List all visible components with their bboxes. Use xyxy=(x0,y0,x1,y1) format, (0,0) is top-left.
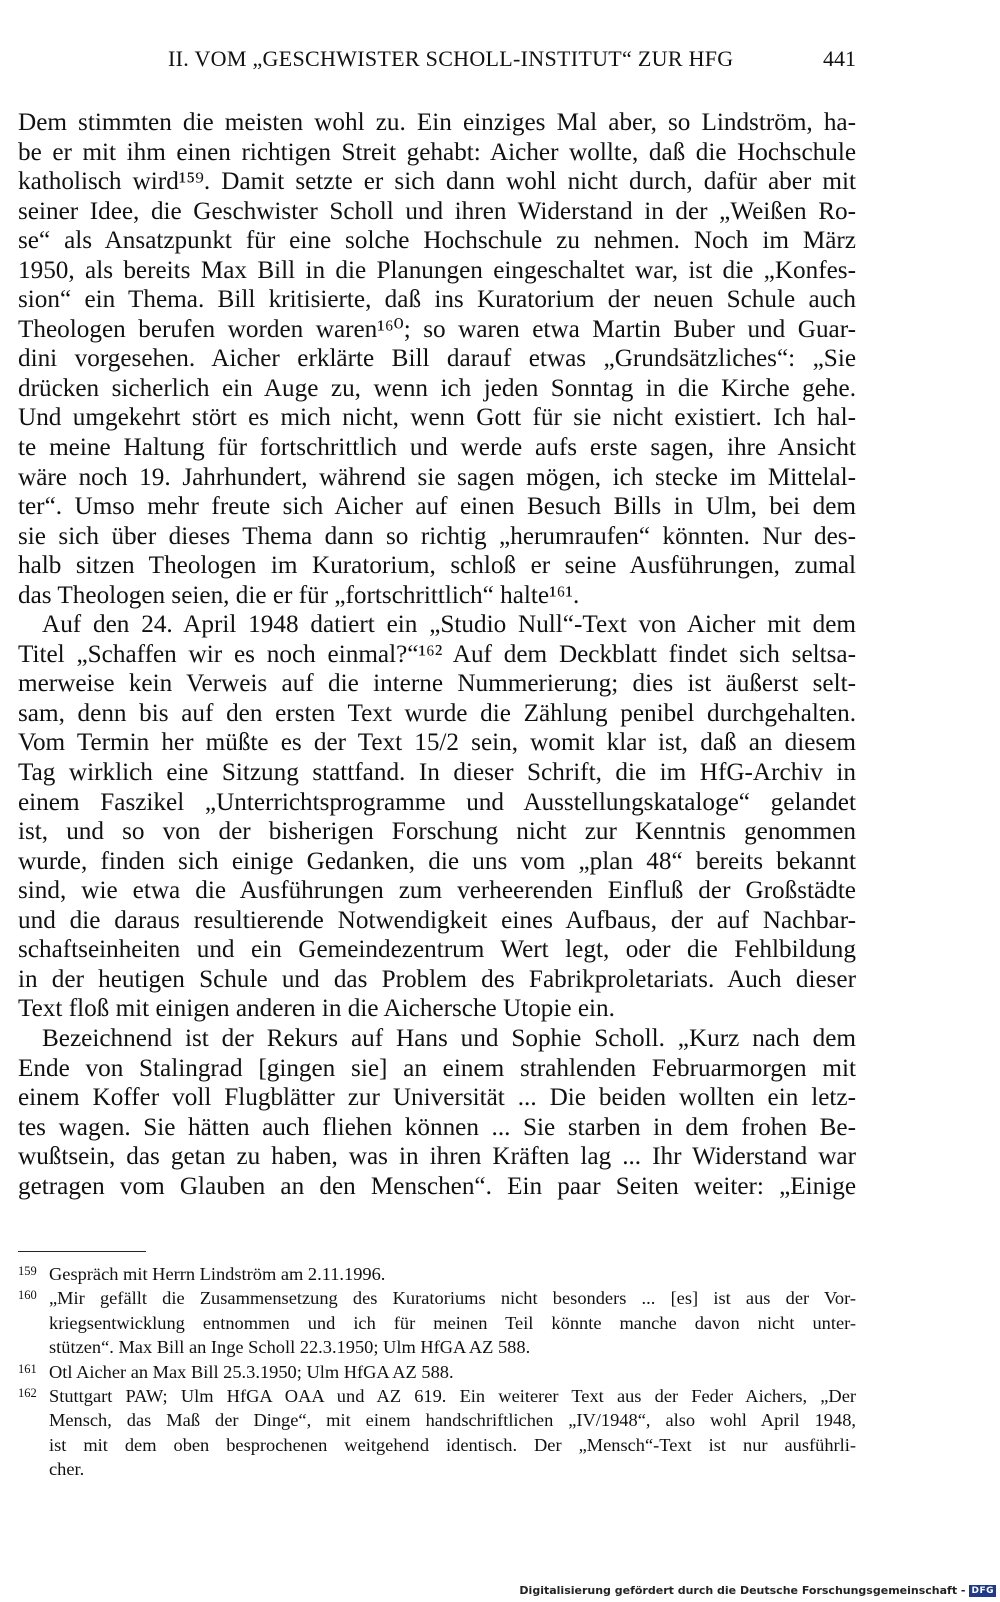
body-line: halb sitzen Theologen im Kuratorium, schloß er seine Ausführungen, zumal xyxy=(18,552,856,580)
body-line: katholisch wird¹⁵⁹. Damit setzte er sich dann wohl nicht durch, dafür aber mit xyxy=(18,168,856,196)
footnote-line: kriegsentwicklung entnommen und ich für meinen Teil könnte manche davon nicht unter- xyxy=(49,1312,856,1333)
footnote-line-wrap xyxy=(18,1311,856,1335)
body-line: 1950, als bereits Max Bill in die Planungen eingeschaltet war, ist die „Konfes- xyxy=(18,256,856,284)
footnote-line-wrap xyxy=(18,1457,856,1481)
footnote-number: 162 xyxy=(18,1385,37,1400)
footnote-number: 161 xyxy=(18,1361,37,1376)
footnote-line: Gespräch mit Herrn Lindström am 2.11.1996. xyxy=(49,1264,386,1284)
body-line: tes wagen. Sie hätten auch fliehen können ... Sie starben in dem frohen Be- xyxy=(18,1113,856,1141)
footnote-separator xyxy=(18,1251,146,1252)
footnote-line: stützen“. Max Bill an Inge Scholl 22.3.1950; Ulm HfGA AZ 588. xyxy=(49,1337,531,1358)
body-line: ter“. Umso mehr freute sich Aicher auf einen Besuch Bills in Ulm, bei dem xyxy=(18,493,856,521)
body-line: Und umgekehrt stört es mich nicht, wenn Gott für sie nicht existiert. Ich hal- xyxy=(18,404,856,432)
body-line: Vom Termin her müßte es der Text 15/2 sein, womit klar ist, daß an diesem xyxy=(18,729,856,757)
footnote-161 xyxy=(18,1360,856,1384)
body-line: Theologen berufen worden waren¹⁶⁰; so waren etwa Martin Buber und Guar- xyxy=(18,315,856,343)
credit-text: Digitalisierung gefördert durch die Deutsche Forschungsgemeinschaft - xyxy=(519,1584,966,1597)
page-number: 441 xyxy=(823,46,856,71)
body-text xyxy=(18,108,856,1201)
footnote-159 xyxy=(18,1262,856,1286)
body-line: einem Koffer voll Flugblätter zur Universität ... Die beiden wollten ein letz- xyxy=(18,1084,856,1112)
page-header xyxy=(18,46,856,78)
body-line: Bezeichnend ist der Rekurs auf Hans und Sophie Scholl. „Kurz nach dem xyxy=(42,1024,856,1052)
body-line: und die daraus resultierende Notwendigkeit eines Aufbaus, der auf Nachbar- xyxy=(18,906,856,934)
body-line: sie sich über dieses Thema dann so richtig „herumraufen“ könnten. Nur des- xyxy=(18,522,856,550)
body-line: wußtsein, das getan zu haben, was in ihren Kräften lag ... Ihr Widerstand war xyxy=(18,1143,856,1171)
body-line: Dem stimmten die meisten wohl zu. Ein einziges Mal aber, so Lindström, ha- xyxy=(18,109,856,136)
body-line: Text floß mit einigen anderen in die Aichersche Utopie ein. xyxy=(18,995,615,1023)
footnote-line-wrap xyxy=(18,1433,856,1457)
body-line: dini vorgesehen. Aicher erklärte Bill darauf etwas „Grundsätzliches“: „Sie xyxy=(18,345,856,373)
running-head: II. VOM „GESCHWISTER SCHOLL-INSTITUT“ ZUR HFG xyxy=(168,46,734,71)
body-line: sion“ ein Thema. Bill kritisierte, daß ins Kuratorium der neuen Schule auch xyxy=(18,286,856,314)
footnote-line: Stuttgart PAW; Ulm HfGA OAA und AZ 619. Ein weiterer Text aus der Feder Aichers, „Der xyxy=(49,1385,856,1406)
footnote-line: Mensch, das Maß der Dinge“, mit einem handschriftlichen „IV/1948“, also wohl April 1948, xyxy=(49,1410,856,1431)
footnote-number: 159 xyxy=(18,1264,37,1278)
body-line: wäre noch 19. Jahrhundert, während sie sagen mögen, ich stecke im Mittelal- xyxy=(18,463,856,491)
body-line: merweise kein Verweis auf die interne Nummerierung; dies ist äußerst selt- xyxy=(18,670,856,698)
body-line: sam, denn bis auf den ersten Text wurde die Zählung penibel durchgehalten. xyxy=(18,699,856,727)
body-line: schaftseinheiten und ein Gemeindezentrum Wert legt, oder die Fehlbildung xyxy=(18,936,856,964)
body-line: ist, und so von der bisherigen Forschung nicht zur Kenntnis genommen xyxy=(18,818,856,846)
body-line: se“ als Ansatzpunkt für eine solche Hochschule zu nehmen. Noch im März xyxy=(18,227,856,255)
footnotes xyxy=(18,1262,856,1482)
body-line: Auf den 24. April 1948 datiert ein „Studio Null“-Text von Aicher mit dem xyxy=(42,611,856,639)
body-line: getragen vom Glauben an den Menschen“. Ein paar Seiten weiter: „Einige xyxy=(18,1172,856,1200)
body-line: das Theologen seien, die er für „fortschrittlich“ halte¹⁶¹. xyxy=(18,581,580,609)
footnote-line-wrap xyxy=(18,1335,856,1359)
footnote-160 xyxy=(18,1286,856,1310)
footnote-line-wrap xyxy=(18,1408,856,1432)
footnote-line: cher. xyxy=(49,1459,85,1480)
footnote-162 xyxy=(18,1384,856,1408)
body-line: Tag wirklich eine Sitzung stattfand. In dieser Schrift, die im HfG-Archiv in xyxy=(18,759,856,787)
digitization-credit xyxy=(519,1584,996,1597)
body-line: in der heutigen Schule und das Problem des Fabrikproletariats. Auch dieser xyxy=(18,965,856,993)
body-line: drücken sicherlich ein Auge zu, wenn ich jeden Sonntag in die Kirche gehe. xyxy=(18,374,856,402)
footnote-line: „Mir gefällt die Zusammensetzung des Kuratoriums nicht besonders ... [es] ist aus der Vor- xyxy=(49,1288,856,1309)
body-line: seiner Idee, die Geschwister Scholl und ihren Widerstand in der „Weißen Ro- xyxy=(18,197,856,225)
body-line: be er mit ihm einen richtigen Streit gehabt: Aicher wollte, daß die Hochschule xyxy=(18,138,856,166)
body-line: Titel „Schaffen wir es noch einmal?“¹⁶² Auf dem Deckblatt findet sich seltsa- xyxy=(18,640,856,668)
footnote-line: ist mit dem oben besprochenen weitgehend identisch. Der „Mensch“-Text ist nur ausführli- xyxy=(49,1434,856,1455)
body-line: te meine Haltung für fortschrittlich und werde aufs erste sagen, ihre Ansicht xyxy=(18,434,856,462)
dfg-logo: DFG xyxy=(971,1585,994,1596)
footnote-number: 160 xyxy=(18,1288,37,1303)
body-line: einem Faszikel „Unterrichtsprogramme und Ausstellungskataloge“ gelandet xyxy=(18,788,856,816)
body-line: wurde, finden sich einige Gedanken, die uns vom „plan 48“ bereits bekannt xyxy=(18,847,856,875)
footnote-line: Otl Aicher an Max Bill 25.3.1950; Ulm HfGA AZ 588. xyxy=(49,1361,454,1382)
body-line: Ende von Stalingrad [gingen sie] an einem strahlenden Februarmorgen mit xyxy=(18,1054,856,1082)
body-line: sind, wie etwa die Ausführungen zum verheerenden Einfluß der Großstädte xyxy=(18,877,856,905)
